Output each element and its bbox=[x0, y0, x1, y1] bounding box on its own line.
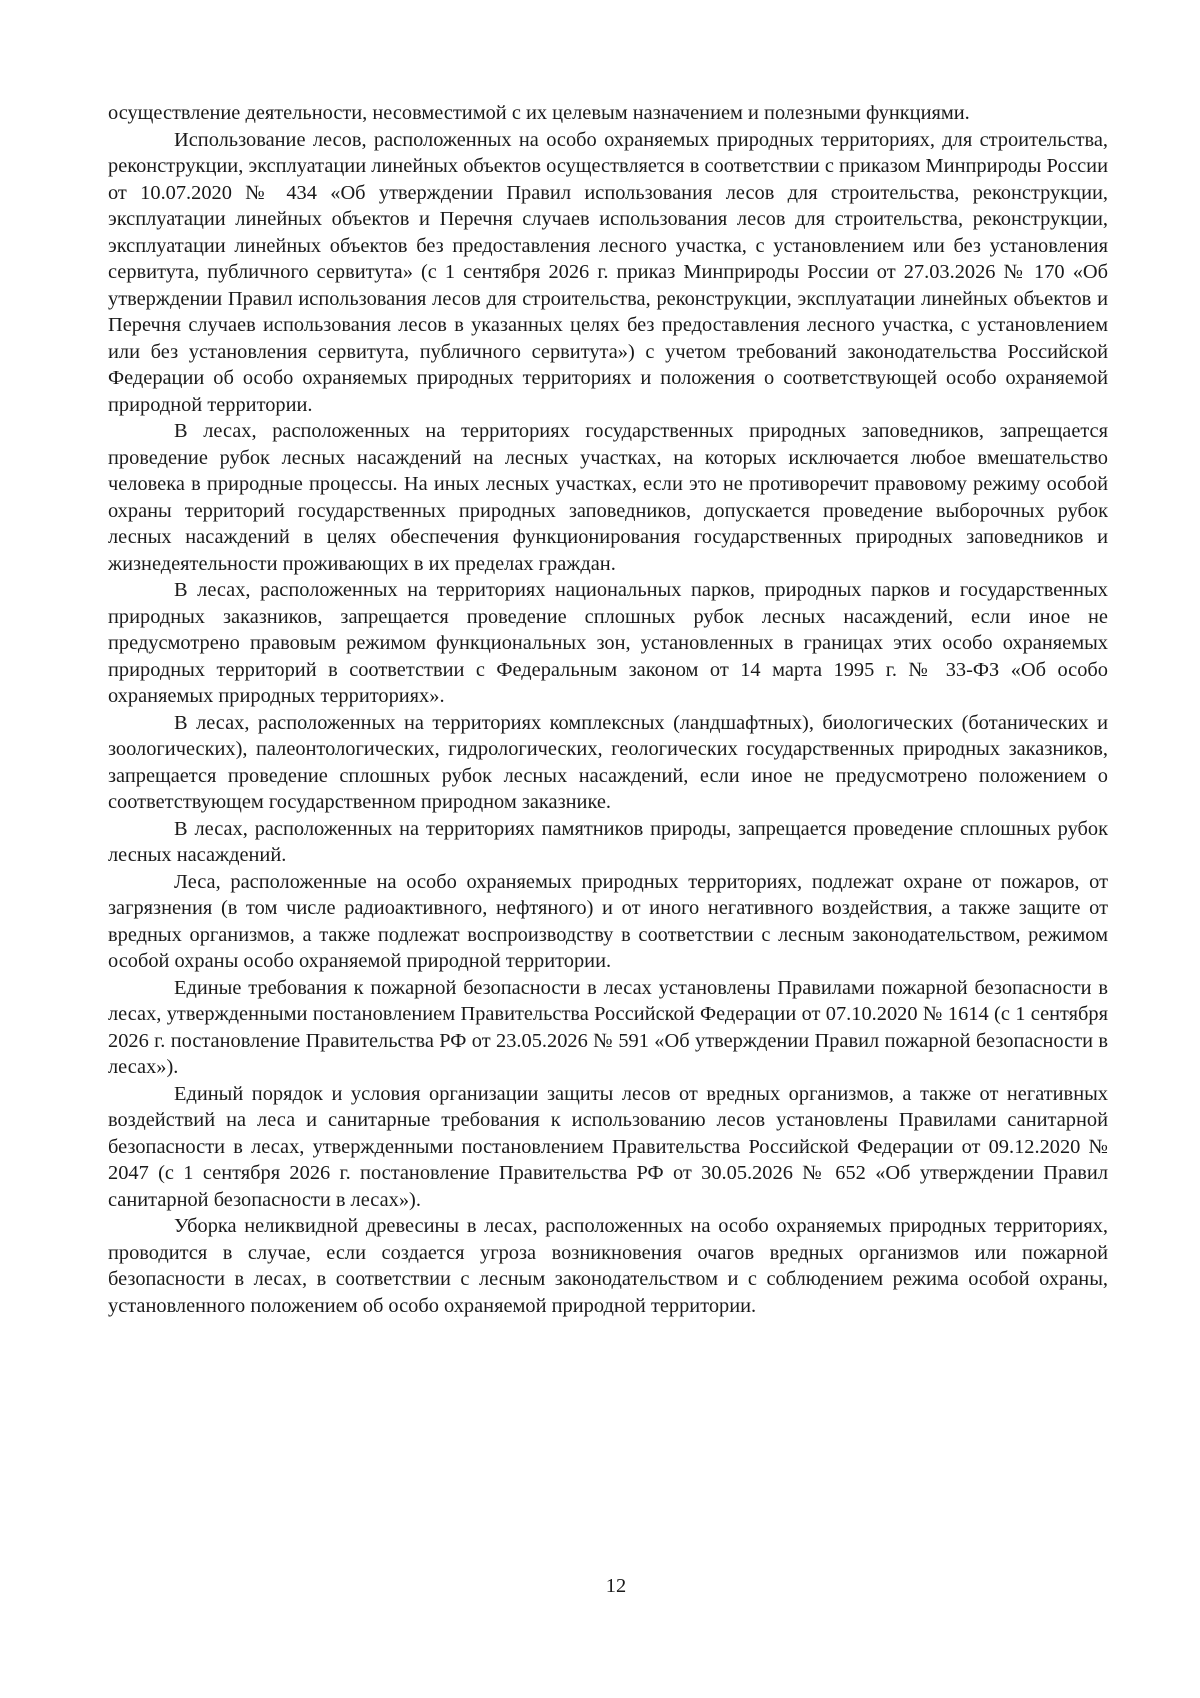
paragraph-national-parks: В лесах, расположенных на территориях национальных парков, природных парков и государственных природных заказников, запрещается проведение сплошных рубок лесных насаждений, если иное не предусмотрено правовым режимом функциональных зон, установленных в границах этих особо охраняемых природных территорий в соответствии с Федеральным законом от 14 марта 1995 г. № 33-ФЗ «Об особо охраняемых природных территориях». bbox=[108, 579, 1108, 707]
document-body bbox=[108, 100, 1108, 1319]
page-number: 12 bbox=[605, 1575, 627, 1597]
paragraph-nature-reserves: В лесах, расположенных на территориях государственных природных заповедников, запрещается проведение рубок лесных насаждений на лесных участках, на которых исключается любое вмешательство человека в природные процессы. На иных лесных участках, если это не противоречит правовому режиму особой охраны территорий государственных природных заповедников, допускается проведение выборочных рубок лесных насаждений в целях обеспечения функционирования государственных природных заповедников и жизнедеятельности проживающих в их пределах граждан. bbox=[108, 420, 1108, 575]
paragraph-natural-monuments: В лесах, расположенных на территориях памятников природы, запрещается проведение сплошных рубок лесных насаждений. bbox=[108, 817, 1108, 866]
paragraph-forest-protection: Леса, расположенные на особо охраняемых природных территориях, подлежат охране от пожаров, от загрязнения (в том числе радиоактивного, нефтяного) и от иного негативного воздействия, а также защите от вредных организмов, а также подлежат воспроизводству в соответствии с лесным законодательством, режимом особой охраны особо охраняемой природной территории. bbox=[108, 870, 1108, 972]
paragraph-fire-safety: Единые требования к пожарной безопасности в лесах установлены Правилами пожарной безопасности в лесах, утвержденными постановлением Правительства Российской Федерации от 07.10.2020 № 1614 (с 1 сентября 2026 г. постановление Правительства РФ от 23.05.2026 № 591 «Об утверждении Правил пожарной безопасности в лесах»). bbox=[108, 976, 1108, 1078]
paragraph-linear-objects: Использование лесов, расположенных на особо охраняемых природных территориях, для строительства, реконструкции, эксплуатации линейных объектов осуществляется в соответствии с приказом Минприроды России от 10.07.2020 № 434 «Об утверждении Правил использования лесов для строительства, реконструкции, эксплуатации линейных объектов и Перечня случаев использования лесов для строительства, реконструкции, эксплуатации линейных объектов без предоставления лесного участка, с установлением или без установления сервитута, публичного сервитута» (с 1 сентября 2026 г. приказ Минприроды России от 27.03.2026 № 170 «Об утверждении Правил использования лесов для строительства, реконструкции, эксплуатации линейных объектов и Перечня случаев использования лесов в указанных целях без предоставления лесного участка, с установлением или без установления сервитута, публичного сервитута») с учетом требований законодательства Российской Федерации об особо охраняемых природных территориях и положения о соответствующей особо охраняемой природной территории. bbox=[108, 128, 1108, 416]
paragraph-continuation: осуществление деятельности, несовместимой с их целевым назначением и полезными функциями. bbox=[108, 102, 970, 124]
paragraph-deadwood-removal: Уборка неликвидной древесины в лесах, расположенных на особо охраняемых природных территориях, проводится в случае, если создается угроза возникновения очагов вредных организмов или пожарной безопасности в лесах, в соответствии с лесным законодательством и с соблюдением режима особой охраны, установленного положением об особо охраняемой природной территории. bbox=[108, 1215, 1108, 1317]
paragraph-wildlife-reserves: В лесах, расположенных на территориях комплексных (ландшафтных), биологических (ботанических и зоологических), палеонтологических, гидрологических, геологических государственных природных заказников, запрещается проведение сплошных рубок лесных насаждений, если иное не предусмотрено положением о соответствующем государственном природном заказнике. bbox=[108, 711, 1108, 813]
paragraph-sanitary-safety: Единый порядок и условия организации защиты лесов от вредных организмов, а также от негативных воздействий на леса и санитарные требования к использованию лесов установлены Правилами санитарной безопасности в лесах, утвержденными постановлением Правительства Российской Федерации от 09.12.2020 № 2047 (с 1 сентября 2026 г. постановление Правительства РФ от 30.05.2026 № 652 «Об утверждении Правил санитарной безопасности в лесах»). bbox=[108, 1082, 1108, 1211]
